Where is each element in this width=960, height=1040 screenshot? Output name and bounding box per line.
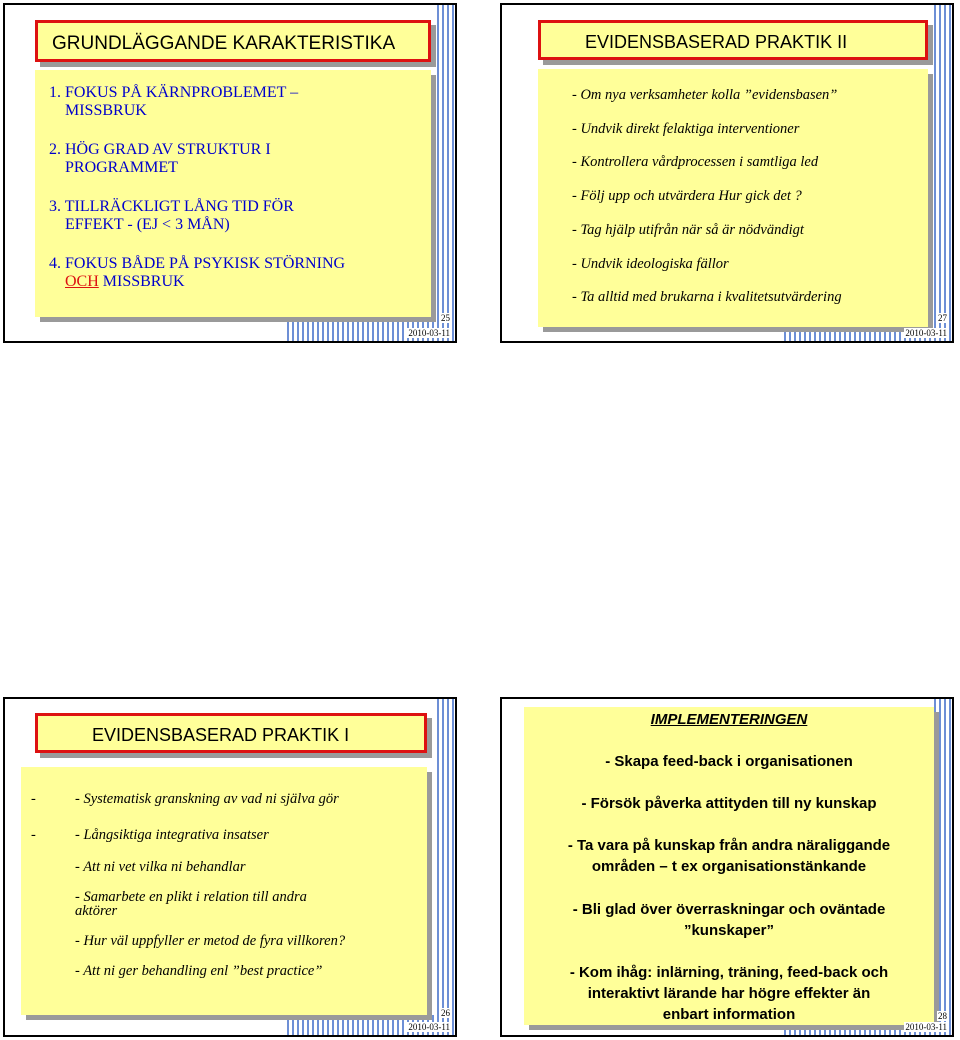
text-line: - Att ni vet vilka ni behandlar (75, 859, 246, 875)
slide-27 (500, 3, 954, 343)
text-line: - Långsiktiga integrativa insatser (75, 827, 269, 843)
list-item (49, 255, 345, 291)
text-line: - Hur väl uppfyller er metod de fyra villkoren? (75, 933, 346, 949)
text-line: - Samarbete en plikt i relation till andra (75, 889, 307, 905)
slide-decor-stripe (932, 5, 952, 341)
text-line: - Följ upp och utvärdera Hur gick det ? (572, 188, 802, 204)
slide-title: GRUNDLÄGGANDE KARAKTERISTIKA (52, 33, 396, 54)
list-item-line: 1. FOKUS PÅ KÄRNPROBLEMET – (49, 84, 299, 101)
slide-content-box (35, 70, 431, 317)
text-line: - Undvik direkt felaktiga interventioner (572, 121, 800, 137)
text-line: aktörer (75, 903, 118, 919)
list-item (49, 141, 345, 177)
slide-date: 2010-03-11 (408, 1022, 450, 1032)
slide-date: 2010-03-11 (905, 328, 947, 338)
slide-title: EVIDENSBASERAD PRAKTIK II (585, 32, 848, 52)
slide-26 (3, 697, 457, 1037)
slide-title-box (35, 713, 427, 753)
page-number: 28 (938, 1011, 947, 1021)
slide-decor-stripe (932, 699, 952, 1035)
slide-decor-stripe (435, 699, 455, 1035)
text-line: - Skapa feed-back i organisationen (605, 753, 853, 770)
text-line: - Ta alltid med brukarna i kvalitetsutvärdering (572, 289, 842, 305)
slide-28 (500, 697, 954, 1037)
text-line: - Kontrollera vårdprocessen i samtliga led (572, 154, 819, 170)
slide-title: IMPLEMENTERINGEN (650, 711, 808, 728)
underlined-word: OCH (65, 273, 99, 290)
text-line: - Undvik ideologiska fällor (572, 256, 729, 272)
list-item-line: 3. TILLRÄCKLIGT LÅNG TID FÖR (49, 198, 294, 215)
slide-25 (3, 3, 457, 343)
text-line: - Om nya verksamheter kolla ”evidensbasen” (572, 87, 838, 103)
bullet-dash: - (31, 827, 36, 843)
focus-list (49, 84, 345, 312)
slide-content-box (21, 767, 427, 1015)
slide-content-box (524, 707, 934, 1025)
list-item-line: 2. HÖG GRAD AV STRUKTUR I (49, 141, 271, 158)
slide-date: 2010-03-11 (905, 1022, 947, 1032)
list-item (49, 84, 345, 120)
slide-date: 2010-03-11 (408, 328, 450, 338)
text-line: interaktivt lärande har högre effekter än (587, 985, 871, 1002)
list-item-line: PROGRAMMET (65, 159, 178, 176)
text-line: - Kom ihåg: inlärning, träning, feed-back och (569, 964, 889, 981)
list-item-line: 4. FOKUS BÅDE PÅ PSYKISK STÖRNING (49, 255, 346, 272)
slide-content-box (538, 69, 928, 327)
slide-title: EVIDENSBASERAD PRAKTIK I (92, 725, 350, 745)
text-line: enbart information (662, 1006, 796, 1023)
list-item-line: EFFEKT - (EJ < 3 MÅN) (65, 216, 230, 233)
slide-title-box (35, 20, 431, 62)
text-line: - Att ni ger behandling enl ”best practice” (75, 963, 323, 979)
text-line: - Systematisk granskning av vad ni själva gör (75, 791, 339, 807)
text-line: - Bli glad över överraskningar och oväntade (572, 901, 886, 918)
slide-decor-stripe (435, 5, 455, 341)
list-item-line: MISSBRUK (65, 102, 147, 119)
list-item-line (49, 273, 345, 291)
page-number: 25 (441, 313, 450, 323)
text-line: - Ta vara på kunskap från andra näraliggande (567, 837, 891, 854)
slide-title-box (538, 20, 928, 60)
bullet-dash: - (31, 791, 36, 807)
list-item (49, 198, 345, 234)
page-number: 27 (938, 313, 947, 323)
text-line: ”kunskaper” (683, 922, 775, 939)
list-item-text: MISSBRUK (98, 273, 185, 290)
text-line: områden – t ex organisationstänkande (591, 858, 867, 875)
page-number: 26 (441, 1008, 450, 1018)
text-line: - Tag hjälp utifrån när så är nödvändigt (572, 222, 804, 238)
text-line: - Försök påverka attityden till ny kunskap (581, 795, 877, 812)
